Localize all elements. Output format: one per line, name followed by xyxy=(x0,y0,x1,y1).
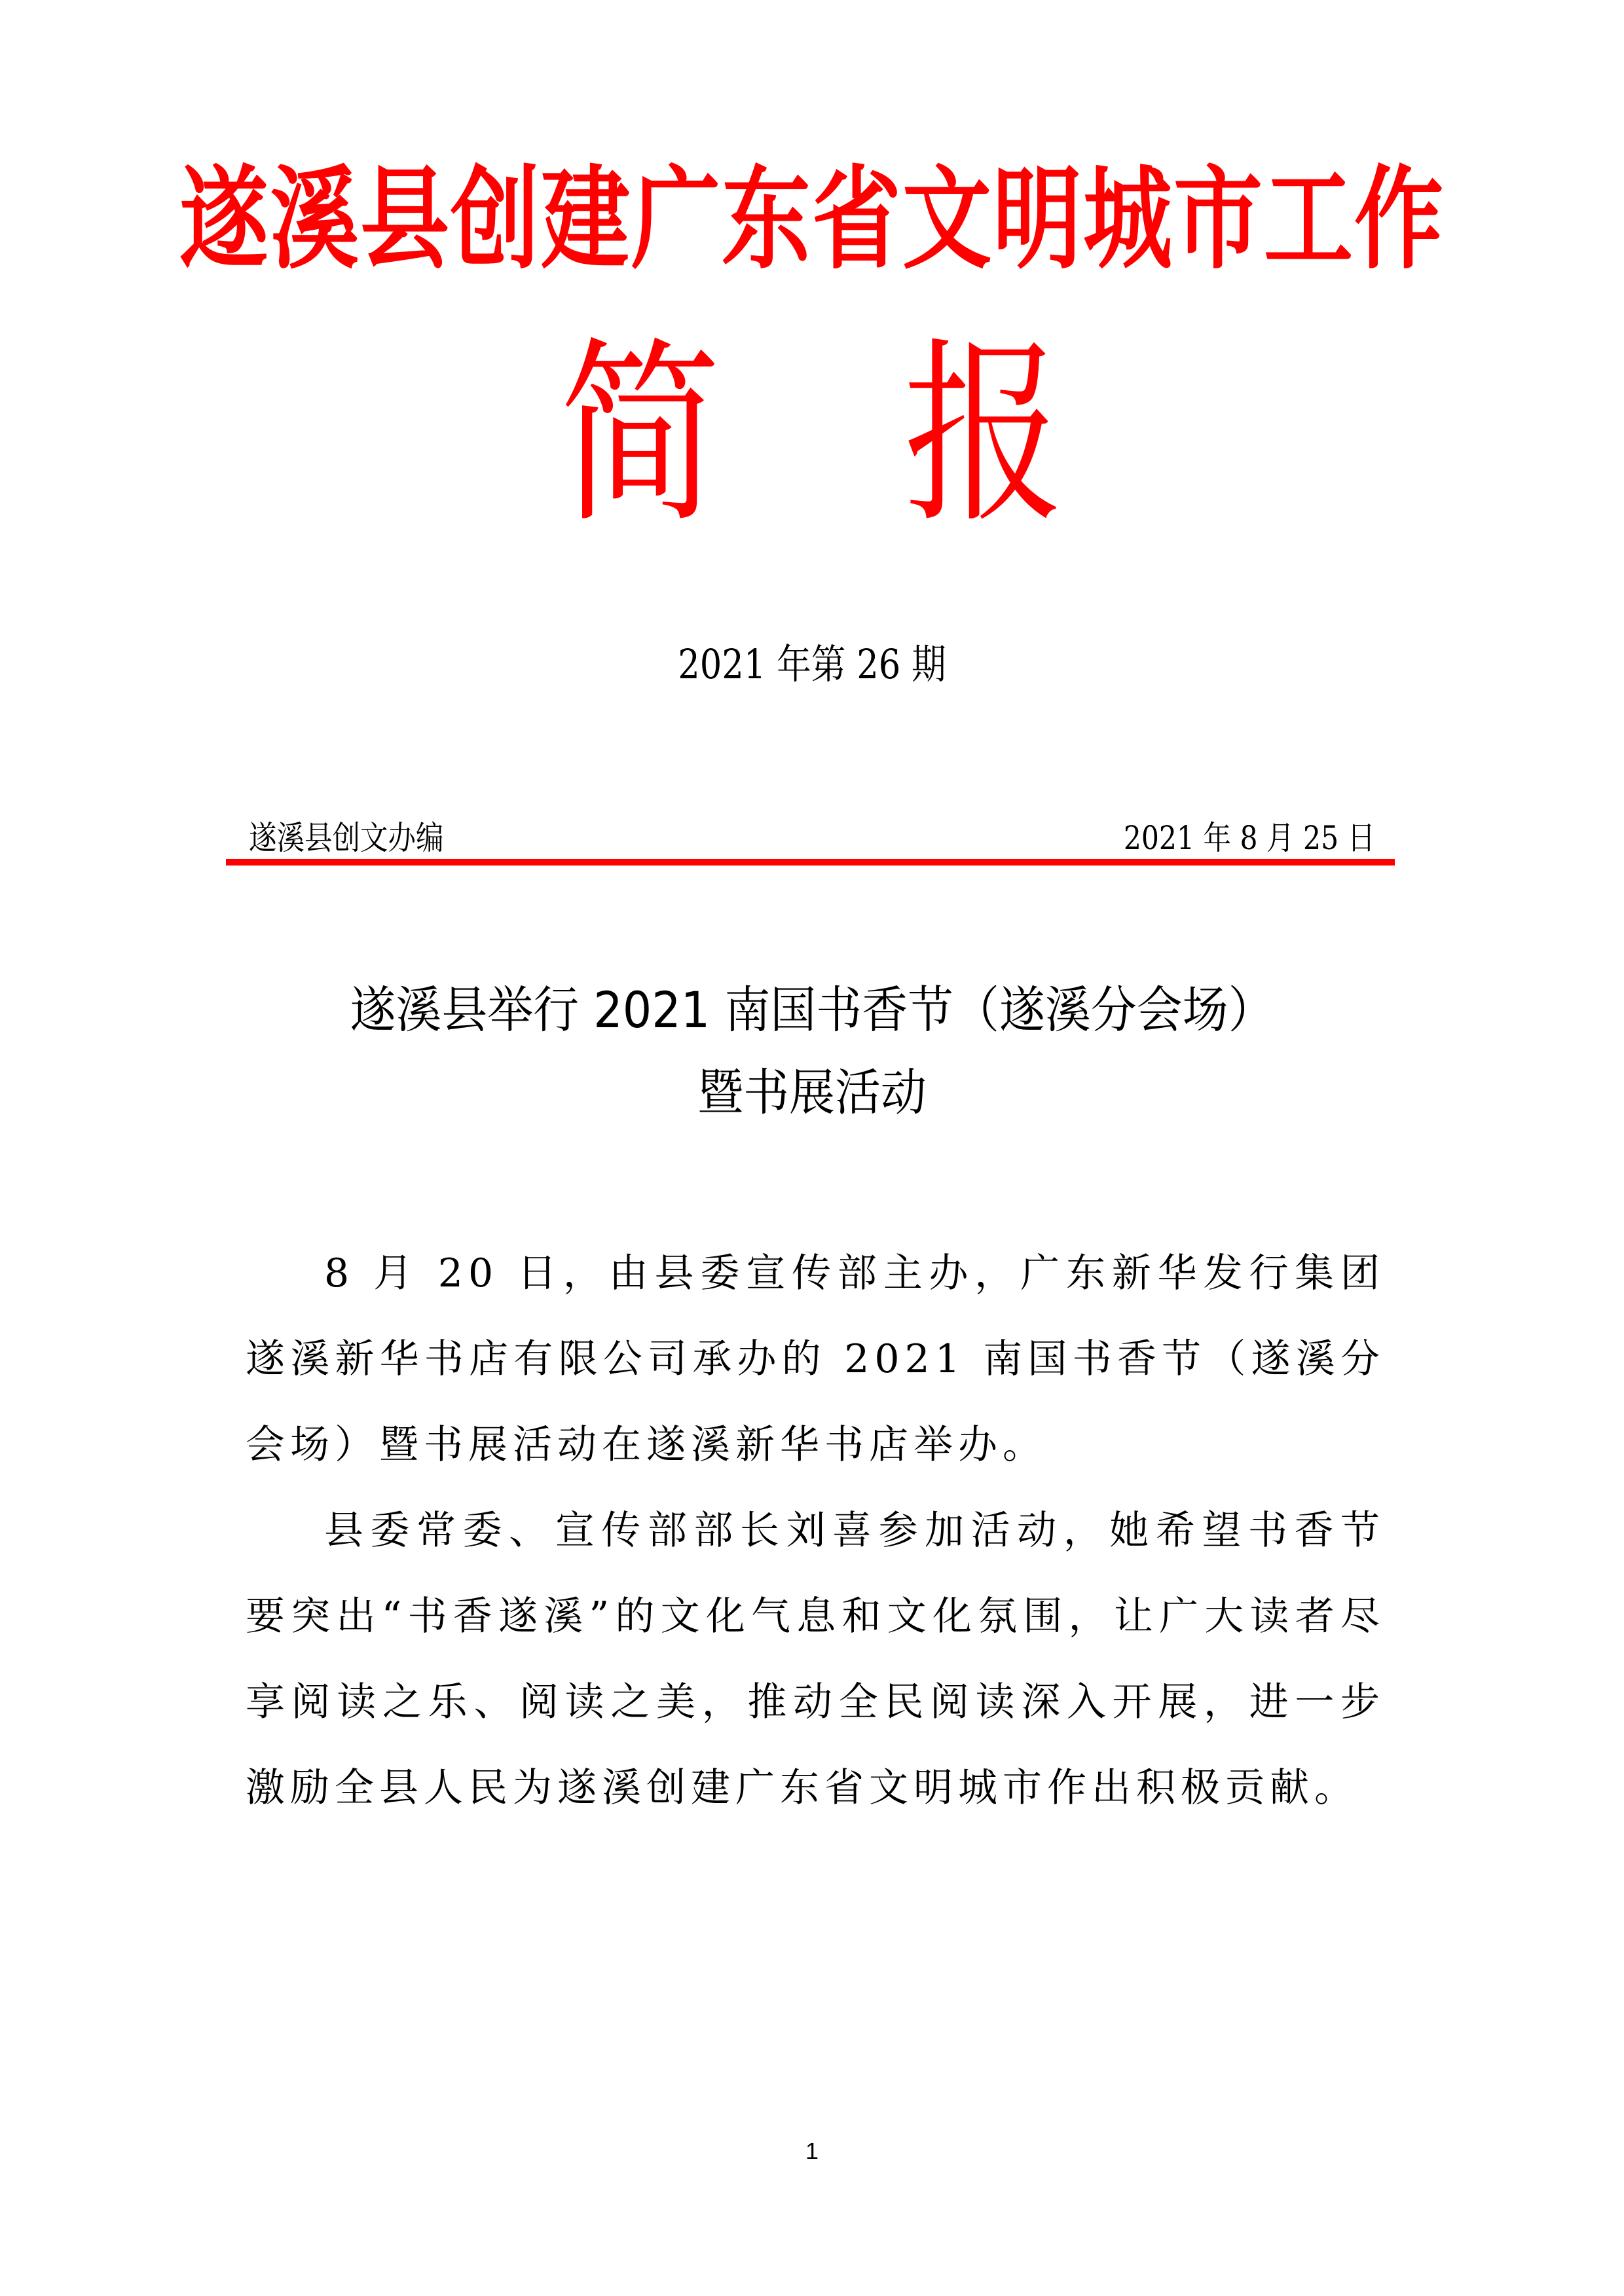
red-divider-rule xyxy=(226,859,1395,866)
paragraph-1: 8 月 20 日，由县委宣传部主办，广东新华发行集团遂溪新华书店有限公司承办的 2021 南国书香节（遂溪分会场）暨书展活动在遂溪新华书店举办。 xyxy=(246,1250,1385,1468)
page-number: 1 xyxy=(805,2138,819,2164)
briefing-char-bao: 报 xyxy=(903,321,1065,549)
article-body xyxy=(246,1231,1385,1831)
publish-date: 2021 年 8 月 25 日 xyxy=(1123,819,1375,857)
headline-line-1: 遂溪县举行 2021 南国书香节（遂溪分会场） xyxy=(350,981,1274,1039)
briefing-title xyxy=(146,321,1478,549)
briefing-char-jian: 简 xyxy=(559,321,721,549)
article-headline xyxy=(65,969,1559,1134)
issue-number: 2021 年第 26 期 xyxy=(678,640,946,688)
editor-label: 遂溪县创文办编 xyxy=(249,819,444,857)
paragraph-2: 县委常委、宣传部部长刘喜参加活动，她希望书香节要突出“书香遂溪”的文化气息和文化氛围，让广大读者尽享阅读之乐、阅读之美，推动全民阅读深入开展，进一步激励全县人民为遂溪创建广东省文明城市作出积极贡献。 xyxy=(246,1508,1385,1811)
headline-line-2: 暨书展活动 xyxy=(697,1063,927,1121)
masthead-title: 遂溪县创建广东省文明城市工作 xyxy=(179,155,1445,285)
meta-row xyxy=(249,815,1375,861)
